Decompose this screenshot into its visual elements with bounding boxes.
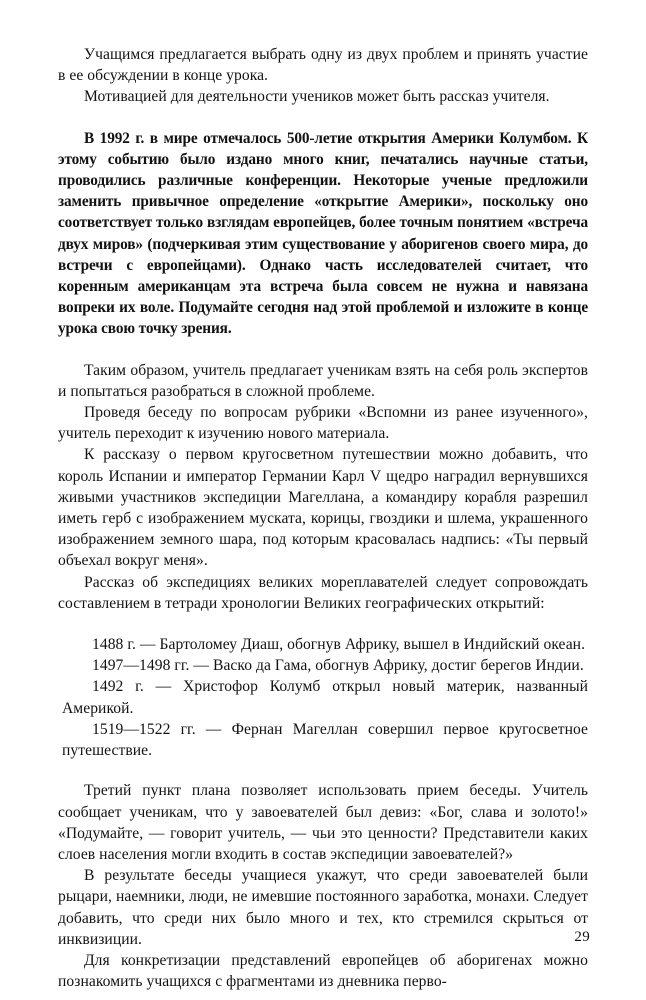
paragraph: Проведя беседу по вопросам рубрики «Вспомни из ранее изученного», учитель переходит к изучению нового материала.	[58, 404, 588, 443]
paragraph: Мотивацией для деятельности учеников может быть рассказ учителя.	[84, 88, 550, 106]
paragraph: Третий пункт плана позволяет использовать прием беседы. Учитель сообщает ученикам, что у завоевателей был девиз: «Бог, слава и золото!» «Подумайте, — говорит учитель, — чьи это ценности? Представители каких слоев населения могли входить в состав экспедиции завоевателей?»	[58, 782, 588, 863]
chronology-item: 1488 г. — Бартоломеу Диаш, обогнув Африку, вышел в Индийский океан.	[92, 636, 586, 654]
paragraph: К рассказу о первом кругосветном путешествии можно добавить, что король Испании и император Германии Карл V щедро наградил вернувшихся живыми участников экспедиции Магеллана, а командиру корабля разрешил иметь герб с изображением муската, корицы, гвоздики и шлема, украшенного изображением земного шара, под которым красовалась надпись: «Ты первый объехал вокруг меня».	[58, 446, 588, 570]
chronology-item: 1497—1498 гг. — Васко да Гама, обогнув Африку, достиг берегов Индии.	[92, 657, 584, 675]
paragraph: Таким образом, учитель предлагает ученикам взять на себя роль экспертов и попытаться разобраться в сложной проблеме.	[58, 361, 588, 400]
paragraph-block-third-point	[58, 780, 588, 992]
chronology-item: 1519—1522 гг. — Фернан Магеллан совершил первое кругосветное путешествие.	[62, 720, 588, 760]
chronology-item: 1492 г. — Христофор Колумб открыл новый материк, названный Америкой.	[62, 678, 588, 717]
paragraph: Учащимся предлагается выбрать одну из двух проблем и принять участие в ее обсуждении в конце урока.	[58, 46, 588, 85]
paragraph-block-teacher-role	[58, 360, 588, 614]
text-column	[58, 44, 588, 992]
paragraph: В 1992 г. в мире отмечалось 500-летие открытия Америки Колумбом. К этому событию было издано много книг, печатались научные статьи, проводились различные конференции. Некоторые ученые предложили заменить привычное определение «открытие Америки», поскольку оно соответствует только взглядам европейцев, более точным понятием «встреча двух миров» (подчеркивая этим существование у аборигенов своего мира, до встречи с европейцами). Однако часть исследователей считает, что коренным американцам эта встреча была совсем не нужна и навязана вопреки их воле. Подумайте сегодня над этой проблемой и изложите в конце урока свою точку зрения.	[58, 129, 588, 338]
paragraph: В результате беседы учащиеся укажут, что среди завоевателей были рыцари, наемники, люди, не имевшие постоянного заработка, монахи. Следует добавить, что среди них было много и тех, кто стремился скрыться от инквизиции.	[58, 867, 588, 948]
paragraph: Рассказ об экспедициях великих мореплавателей следует сопровождать составлением в тетради хронологии Великих географических открытий:	[58, 573, 588, 612]
paragraph: Для конкретизации представлений европейцев об аборигенах можно познакомить учащихся с фрагментами из дневника перво-	[58, 951, 588, 991]
page-number: 29	[574, 929, 590, 945]
chronology-list	[58, 634, 588, 761]
paragraph-block-columbus-anniversary	[58, 128, 588, 340]
paragraph-block-intro	[58, 44, 588, 108]
